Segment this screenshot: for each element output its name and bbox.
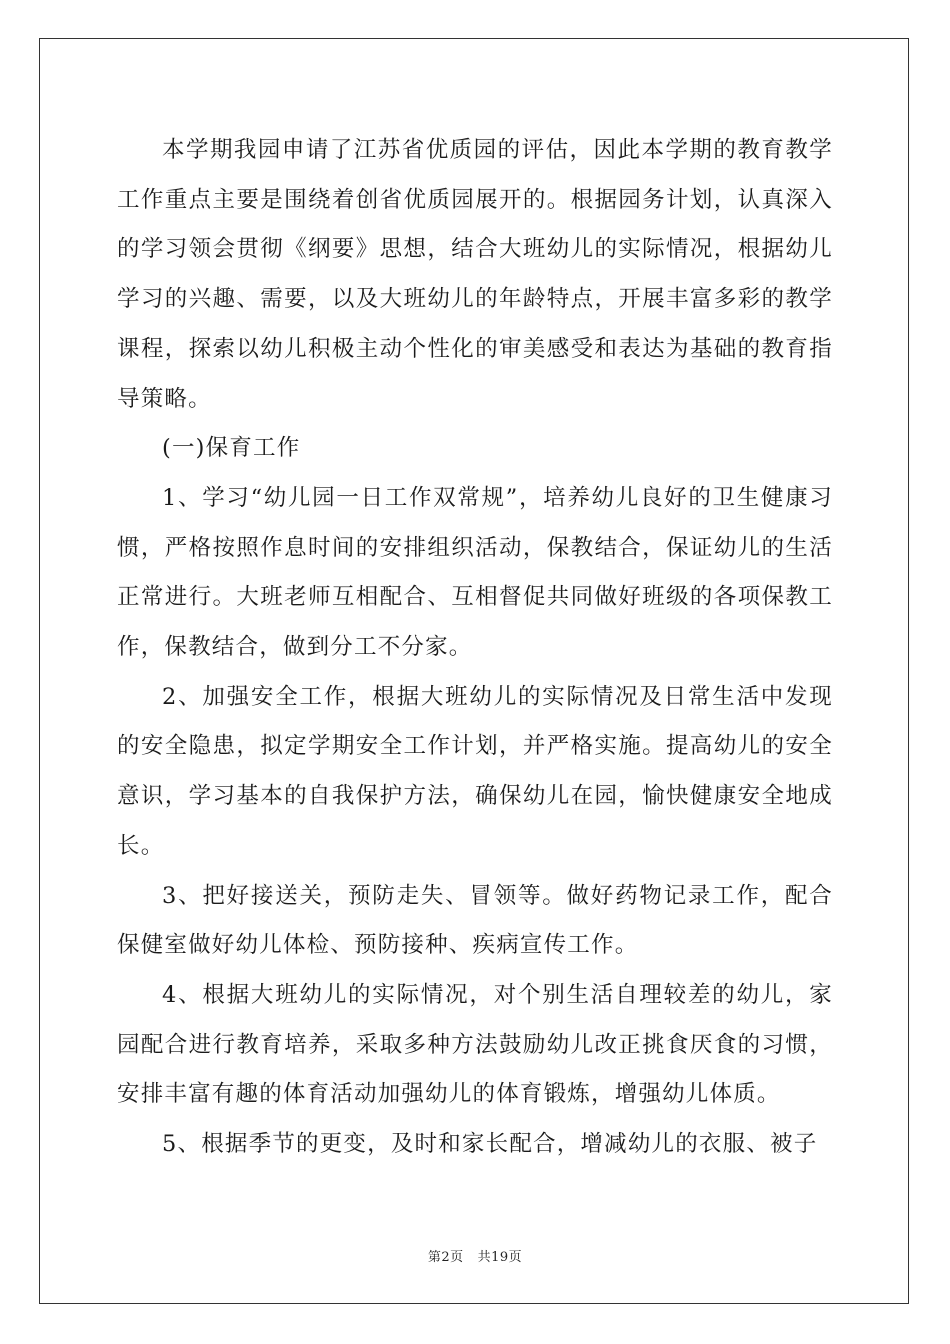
paragraph-item-5: 5、根据季节的更变，及时和家长配合，增减幼儿的衣服、被子 bbox=[162, 1131, 818, 1158]
paragraph-item-1: 1、学习“幼儿园一日工作双常规”，培养幼儿良好的卫生健康习惯，严格按照作息时间的安排组织活动，保教结合，保证幼儿的生活正常进行。大班老师互相配合、互相督促共同做好班级的各项保教工作，保教结合，做到分工不分家。 bbox=[117, 484, 833, 661]
page-number-total: 共19页 bbox=[477, 1250, 523, 1265]
section-heading-care-work: (一)保育工作 bbox=[162, 435, 301, 462]
paragraph-item-2: 2、加强安全工作，根据大班幼儿的实际情况及日常生活中发现的安全隐患，拟定学期安全工作计划，并严格实施。提高幼儿的安全意识，学习基本的自我保护方法，确保幼儿在园，愉快健康安全地成长。 bbox=[117, 683, 833, 859]
page-footer bbox=[0, 1246, 950, 1265]
paragraph-item-3: 3、把好接送关，预防走失、冒领等。做好药物记录工作，配合保健室做好幼儿体检、预防接种、疾病宣传工作。 bbox=[117, 882, 833, 959]
paragraph-intro: 本学期我园申请了江苏省优质园的评估，因此本学期的教育教学工作重点主要是围绕着创省优质园展开的。根据园务计划，认真深入的学习领会贯彻《纲要》思想，结合大班幼儿的实际情况，根据幼儿学习的兴趣、需要，以及大班幼儿的年龄特点，开展丰富多彩的教学课程，探索以幼儿积极主动个性化的审美感受和表达为基础的教育指导策略。 bbox=[117, 137, 833, 412]
paragraph-item-4: 4、根据大班幼儿的实际情况，对个别生活自理较差的幼儿，家园配合进行教育培养，采取多种方法鼓励幼儿改正挑食厌食的习惯，安排丰富有趣的体育活动加强幼儿的体育锻炼，增强幼儿体质。 bbox=[117, 981, 833, 1108]
document-body bbox=[117, 126, 833, 1170]
page-number-current: 第2页 bbox=[427, 1250, 464, 1265]
